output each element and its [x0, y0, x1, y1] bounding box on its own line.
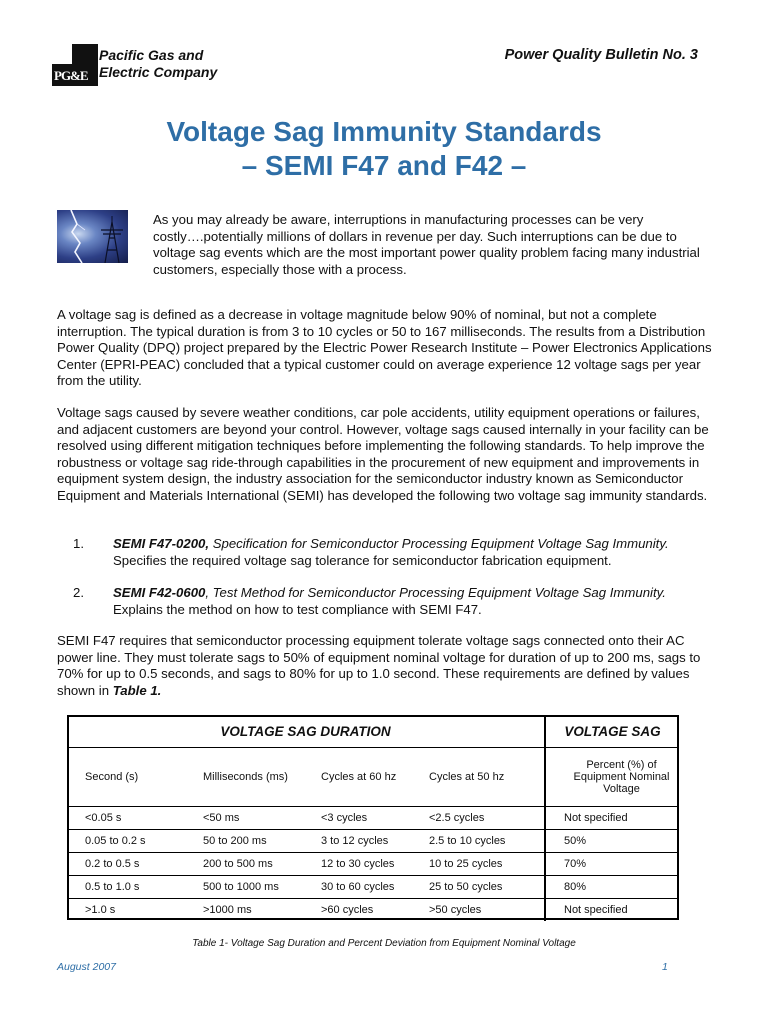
- lightning-photo: [57, 210, 128, 263]
- table-column-header: [67, 748, 679, 807]
- standard-title: , Test Method for Semiconductor Processing Equipment Voltage Sag Immunity.: [205, 585, 666, 600]
- cell: >50 cycles: [411, 899, 545, 922]
- list-number: 1.: [73, 536, 84, 551]
- cell: 200 to 500 ms: [185, 853, 303, 876]
- cell: 3 to 12 cycles: [303, 830, 411, 853]
- standard-title: Specification for Semiconductor Processing Equipment Voltage Sag Immunity.: [209, 536, 669, 551]
- cell: 30 to 60 cycles: [303, 876, 411, 899]
- standard-code: SEMI F42-0600: [113, 585, 206, 600]
- paragraph-definition: A voltage sag is defined as a decrease in voltage magnitude below 90% of nominal, but not a complete interruption. The typical duration is from 3 to 10 cycles or 50 to 167 milliseconds. The results from a Distribution Power Quality (DPQ) project prepared by the Electric Power Research Institute – Power Electronics Applications Center (EPRI-PEAC) concluded that a typical customer could on average experience 12 voltage sags per year from the utility.: [57, 307, 712, 389]
- footer-date: August 2007: [57, 961, 116, 973]
- table-caption: Table 1- Voltage Sag Duration and Percent Deviation from Equipment Nominal Voltage: [192, 938, 576, 949]
- title-line1: Voltage Sag Immunity Standards: [166, 116, 602, 147]
- cell: 0.5 to 1.0 s: [67, 876, 185, 899]
- table-row: [67, 807, 679, 830]
- group-header-duration: VOLTAGE SAG DURATION: [67, 715, 545, 748]
- group-header-sag: VOLTAGE SAG: [545, 715, 679, 748]
- col-header-percent: Percent (%) of Equipment Nominal Voltage: [545, 748, 679, 807]
- cell: 80%: [545, 876, 679, 899]
- intro-paragraph: As you may already be aware, interruptions in manufacturing processes can be very costly….potentially millions of dollars in revenue per day. Such interruptions can be due to voltage sag events which are the most important power quality problem facing many industrial customers, especially those with a process.: [153, 212, 700, 277]
- cell: 70%: [545, 853, 679, 876]
- logo-text: PG&E: [54, 68, 88, 83]
- table-row: [67, 876, 679, 899]
- paragraph-requirements: [57, 633, 712, 699]
- list-number: 2.: [73, 585, 84, 600]
- cell: Not specified: [545, 899, 679, 922]
- cell: >60 cycles: [303, 899, 411, 922]
- title-line2: – SEMI F47 and F42 –: [241, 150, 527, 181]
- cell: <3 cycles: [303, 807, 411, 830]
- cell: 0.2 to 0.5 s: [67, 853, 185, 876]
- col-header-ms: Milliseconds (ms): [203, 771, 288, 783]
- page-title: [0, 115, 768, 183]
- cell: 50 to 200 ms: [185, 830, 303, 853]
- col-header-cycles50: Cycles at 50 hz: [429, 771, 505, 783]
- paragraph-causes: Voltage sags caused by severe weather conditions, car pole accidents, utility equipment operations or failures, and adjacent customers are beyond your control. However, voltage sags caused internally in your facility can be resolved using different mitigation techniques before implementing the following standards. To help improve the robustness or voltage sag ride-through capabilities in the procurement of new equipment and improvements in equipment system design, the industry association for the semiconductor industry known as Semiconductor Equipment and Materials International (SEMI) has developed the following two voltage sag immunity standards.: [57, 405, 709, 503]
- col-header-cycles60: Cycles at 60 hz: [321, 771, 397, 783]
- standard-code: SEMI F47-0200,: [113, 536, 210, 551]
- standard-description: Specifies the required voltage sag tolerance for semiconductor fabrication equipment.: [113, 552, 612, 568]
- cell: 25 to 50 cycles: [411, 876, 545, 899]
- cell: 500 to 1000 ms: [185, 876, 303, 899]
- cell: 2.5 to 10 cycles: [411, 830, 545, 853]
- table-row: [67, 830, 679, 853]
- table-group-header: [67, 715, 679, 748]
- logo-square: [52, 44, 72, 64]
- company-line1: Pacific Gas and: [99, 47, 204, 63]
- cell: <50 ms: [185, 807, 303, 830]
- cell: Not specified: [545, 807, 679, 830]
- table-row: [67, 853, 679, 876]
- standard-description: Explains the method on how to test compliance with SEMI F47.: [113, 601, 482, 617]
- page-number: 1: [662, 961, 668, 973]
- company-line2: Electric Company: [99, 64, 218, 80]
- cell: 0.05 to 0.2 s: [67, 830, 185, 853]
- col-header-seconds: Second (s): [85, 771, 139, 783]
- cell: >1000 ms: [185, 899, 303, 922]
- lightning-bolt-icon: [57, 210, 128, 263]
- cell: >1.0 s: [67, 899, 185, 922]
- cell: 12 to 30 cycles: [303, 853, 411, 876]
- company-name: [99, 47, 217, 81]
- cell: <2.5 cycles: [411, 807, 545, 830]
- cell: 50%: [545, 830, 679, 853]
- voltage-sag-table: [67, 715, 679, 921]
- table-reference: Table 1.: [112, 682, 162, 698]
- cell: 10 to 25 cycles: [411, 853, 545, 876]
- cell: <0.05 s: [67, 807, 185, 830]
- pge-logo: [52, 44, 98, 86]
- requirements-text: SEMI F47 requires that semiconductor processing equipment tolerate voltage sags connected onto their AC power line. They must tolerate sags to 50% of equipment nominal voltage for duration of up to 200 ms, sags to 70% for up to 0.5 seconds, and sags to 80% for up to 1.0 second. These requirements are defined by values shown in: [57, 633, 701, 698]
- table-row: [67, 899, 679, 922]
- bulletin-title: Power Quality Bulletin No. 3: [504, 47, 698, 63]
